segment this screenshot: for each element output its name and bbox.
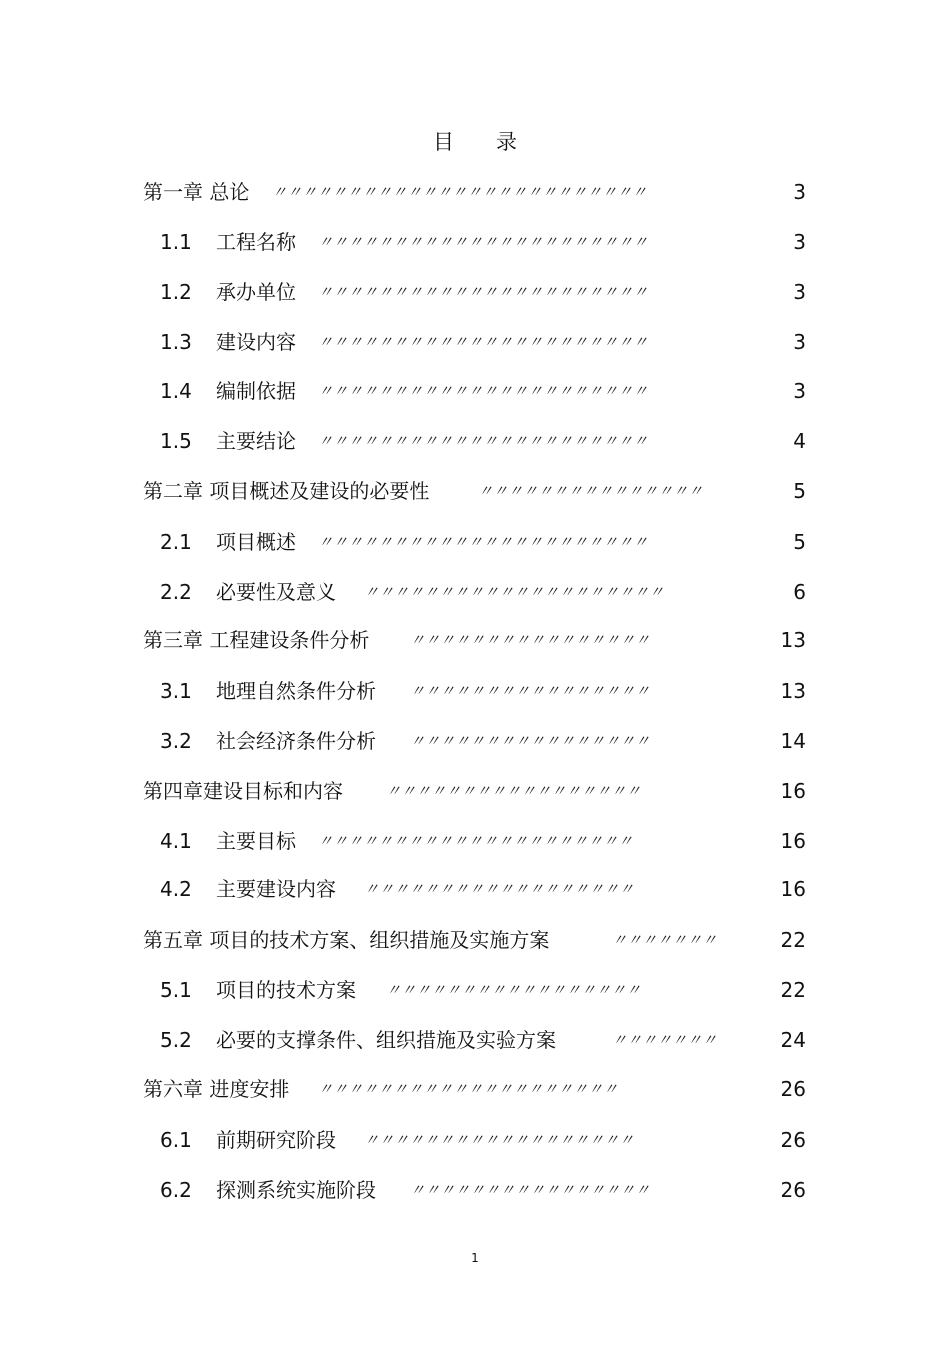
toc-dot-leader: 〃〃〃〃〃〃〃〃〃〃〃〃〃〃〃 xyxy=(478,482,704,500)
toc-entry-page: 16 xyxy=(780,877,806,901)
toc-entry-page: 22 xyxy=(780,978,806,1002)
toc-dot-leader: 〃〃〃〃〃〃〃 xyxy=(612,1031,718,1049)
toc-entry-page: 4 xyxy=(793,429,806,453)
toc-entry-page: 6 xyxy=(793,580,806,604)
toc-section-entry[interactable] xyxy=(0,975,950,1005)
toc-chapter-entry[interactable] xyxy=(0,177,950,207)
toc-dot-leader: 〃〃〃〃〃〃〃 xyxy=(612,931,718,949)
toc-entry-number: 2.2 xyxy=(160,580,192,604)
toc-section-entry[interactable] xyxy=(0,577,950,607)
toc-chapter-entry[interactable] xyxy=(0,625,950,655)
toc-entry-label: 第四章建设目标和内容 xyxy=(143,779,343,803)
toc-title-left: 目 xyxy=(433,130,454,154)
toc-entry-page: 3 xyxy=(793,330,806,354)
toc-dot-leader: 〃〃〃〃〃〃〃〃〃〃〃〃〃〃〃〃 xyxy=(410,631,651,649)
toc-entry-label: 第一章 总论 xyxy=(143,180,250,204)
toc-entry-label: 主要目标 xyxy=(216,829,296,853)
toc-entry-page: 3 xyxy=(793,280,806,304)
toc-entry-label: 探测系统实施阶段 xyxy=(216,1178,376,1202)
toc-entry-label: 工程名称 xyxy=(216,230,296,254)
toc-dot-leader: 〃〃〃〃〃〃〃〃〃〃〃〃〃〃〃〃〃〃〃〃〃〃 xyxy=(318,333,649,351)
toc-entry-number: 1.5 xyxy=(160,429,192,453)
toc-entry-label: 地理自然条件分析 xyxy=(216,679,376,703)
toc-section-entry[interactable] xyxy=(0,726,950,756)
page-number: 1 xyxy=(471,1251,479,1265)
toc-section-entry[interactable] xyxy=(0,376,950,406)
toc-entry-label: 项目概述 xyxy=(216,530,296,554)
toc-entry-number: 1.1 xyxy=(160,230,192,254)
toc-chapter-entry[interactable] xyxy=(0,776,950,806)
toc-entry-label: 编制依据 xyxy=(216,379,296,403)
toc-section-entry[interactable] xyxy=(0,527,950,557)
toc-dot-leader: 〃〃〃〃〃〃〃〃〃〃〃〃〃〃〃〃 xyxy=(410,682,651,700)
toc-entry-number: 1.3 xyxy=(160,330,192,354)
toc-entry-number: 1.2 xyxy=(160,280,192,304)
toc-entry-page: 5 xyxy=(793,479,806,503)
toc-entry-page: 13 xyxy=(780,679,806,703)
toc-chapter-entry[interactable] xyxy=(0,925,950,955)
toc-dot-leader: 〃〃〃〃〃〃〃〃〃〃〃〃〃〃〃〃〃〃〃〃〃〃〃〃〃 xyxy=(272,183,648,201)
toc-entry-label: 社会经济条件分析 xyxy=(216,729,376,753)
toc-section-entry[interactable] xyxy=(0,277,950,307)
toc-entry-number: 3.2 xyxy=(160,729,192,753)
toc-dot-leader: 〃〃〃〃〃〃〃〃〃〃〃〃〃〃〃〃〃〃〃〃〃〃 xyxy=(318,233,649,251)
toc-section-entry[interactable] xyxy=(0,1175,950,1205)
toc-entry-number: 2.1 xyxy=(160,530,192,554)
toc-section-entry[interactable] xyxy=(0,826,950,856)
toc-dot-leader: 〃〃〃〃〃〃〃〃〃〃〃〃〃〃〃〃〃〃〃〃〃〃 xyxy=(318,382,649,400)
toc-entry-label: 第六章 进度安排 xyxy=(143,1077,290,1101)
toc-entry-label: 主要建设内容 xyxy=(216,877,336,901)
toc-chapter-entry[interactable] xyxy=(0,1074,950,1104)
toc-entry-number: 1.4 xyxy=(160,379,192,403)
toc-entry-label: 必要性及意义 xyxy=(216,580,336,604)
toc-entry-page: 16 xyxy=(780,829,806,853)
toc-dot-leader: 〃〃〃〃〃〃〃〃〃〃〃〃〃〃〃〃〃〃〃〃〃 xyxy=(318,832,634,850)
toc-entry-page: 22 xyxy=(780,928,806,952)
toc-entry-label: 项目的技术方案 xyxy=(216,978,356,1002)
toc-section-entry[interactable] xyxy=(0,227,950,257)
toc-entry-label: 第二章 项目概述及建设的必要性 xyxy=(143,479,430,503)
toc-dot-leader: 〃〃〃〃〃〃〃〃〃〃〃〃〃〃〃〃 xyxy=(410,732,651,750)
toc-entry-number: 3.1 xyxy=(160,679,192,703)
toc-entry-label: 必要的支撑条件、组织措施及实验方案 xyxy=(216,1028,556,1052)
toc-section-entry[interactable] xyxy=(0,426,950,456)
toc-dot-leader: 〃〃〃〃〃〃〃〃〃〃〃〃〃〃〃〃〃 xyxy=(386,782,642,800)
toc-entry-number: 5.1 xyxy=(160,978,192,1002)
toc-title xyxy=(0,126,950,156)
toc-entry-page: 13 xyxy=(780,628,806,652)
toc-entry-number: 5.2 xyxy=(160,1028,192,1052)
toc-entry-page: 26 xyxy=(780,1178,806,1202)
toc-entry-label: 第五章 项目的技术方案、组织措施及实施方案 xyxy=(143,928,550,952)
toc-entry-page: 3 xyxy=(793,379,806,403)
toc-chapter-entry[interactable] xyxy=(0,476,950,506)
toc-dot-leader: 〃〃〃〃〃〃〃〃〃〃〃〃〃〃〃〃〃〃〃〃 xyxy=(364,583,665,601)
toc-dot-leader: 〃〃〃〃〃〃〃〃〃〃〃〃〃〃〃〃 xyxy=(410,1181,651,1199)
toc-entry-page: 3 xyxy=(793,180,806,204)
toc-section-entry[interactable] xyxy=(0,676,950,706)
toc-entry-number: 6.2 xyxy=(160,1178,192,1202)
toc-entry-page: 5 xyxy=(793,530,806,554)
toc-dot-leader: 〃〃〃〃〃〃〃〃〃〃〃〃〃〃〃〃〃〃〃〃 xyxy=(318,1080,619,1098)
toc-entry-label: 第三章 工程建设条件分析 xyxy=(143,628,370,652)
toc-entry-page: 26 xyxy=(780,1128,806,1152)
toc-section-entry[interactable] xyxy=(0,327,950,357)
toc-entry-page: 24 xyxy=(780,1028,806,1052)
toc-section-entry[interactable] xyxy=(0,1025,950,1055)
toc-entry-page: 16 xyxy=(780,779,806,803)
toc-entry-label: 承办单位 xyxy=(216,280,296,304)
toc-dot-leader: 〃〃〃〃〃〃〃〃〃〃〃〃〃〃〃〃〃 xyxy=(386,981,642,999)
toc-entry-number: 4.2 xyxy=(160,877,192,901)
toc-entry-label: 建设内容 xyxy=(216,330,296,354)
toc-dot-leader: 〃〃〃〃〃〃〃〃〃〃〃〃〃〃〃〃〃〃〃〃〃〃 xyxy=(318,533,649,551)
toc-entry-page: 14 xyxy=(780,729,806,753)
toc-title-right: 录 xyxy=(496,130,517,154)
toc-entry-number: 6.1 xyxy=(160,1128,192,1152)
toc-section-entry[interactable] xyxy=(0,1125,950,1155)
toc-dot-leader: 〃〃〃〃〃〃〃〃〃〃〃〃〃〃〃〃〃〃〃〃〃〃 xyxy=(318,432,649,450)
toc-entry-label: 前期研究阶段 xyxy=(216,1128,336,1152)
toc-entry-page: 26 xyxy=(780,1077,806,1101)
toc-entry-page: 3 xyxy=(793,230,806,254)
toc-entry-number: 4.1 xyxy=(160,829,192,853)
toc-section-entry[interactable] xyxy=(0,874,950,904)
toc-dot-leader: 〃〃〃〃〃〃〃〃〃〃〃〃〃〃〃〃〃〃 xyxy=(364,880,635,898)
toc-dot-leader: 〃〃〃〃〃〃〃〃〃〃〃〃〃〃〃〃〃〃 xyxy=(364,1131,635,1149)
toc-entry-label: 主要结论 xyxy=(216,429,296,453)
toc-dot-leader: 〃〃〃〃〃〃〃〃〃〃〃〃〃〃〃〃〃〃〃〃〃〃 xyxy=(318,283,649,301)
